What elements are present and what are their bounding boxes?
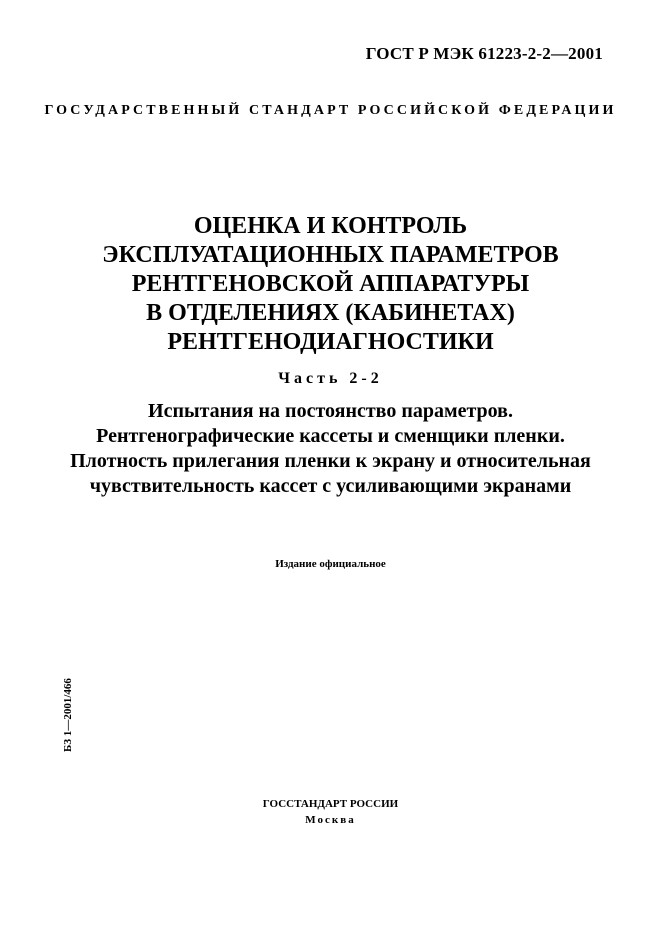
edition-label: Издание официальное (275, 558, 386, 570)
publisher-org: ГОССТАНДАРТ РОССИИ (262, 798, 399, 810)
title-line: ЭКСПЛУАТАЦИОННЫХ ПАРАМЕТРОВ (102, 242, 559, 268)
subtitle-line: Плотность прилегания пленки к экрану и относительная (70, 450, 591, 472)
title-line: В ОТДЕЛЕНИЯХ (КАБИНЕТАХ) (146, 300, 515, 326)
publisher-block (0, 796, 661, 828)
title-line: ОЦЕНКА И КОНТРОЛЬ (193, 213, 468, 239)
publisher-city: Москва (305, 814, 356, 826)
title-line: РЕНТГЕНОВСКОЙ АППАРАТУРЫ (131, 271, 530, 297)
title-line: РЕНТГЕНОДИАГНОСТИКИ (167, 329, 494, 355)
document-subtitle (0, 399, 661, 499)
state-standard-heading: ГОСУДАРСТВЕННЫЙ СТАНДАРТ РОССИЙСКОЙ ФЕДЕРАЦИИ (44, 103, 617, 118)
gost-code: ГОСТ Р МЭК 61223-2-2—2001 (365, 44, 603, 63)
document-title (0, 212, 661, 357)
subtitle-line: Рентгенографические кассеты и сменщики пленки. (96, 425, 565, 447)
subtitle-line: чувствительность кассет с усиливающими экранами (89, 475, 572, 497)
part-label: Часть 2-2 (278, 370, 383, 387)
subtitle-line: Испытания на постоянство параметров. (148, 400, 513, 422)
side-code: БЗ 1—2001/466 (62, 678, 74, 752)
